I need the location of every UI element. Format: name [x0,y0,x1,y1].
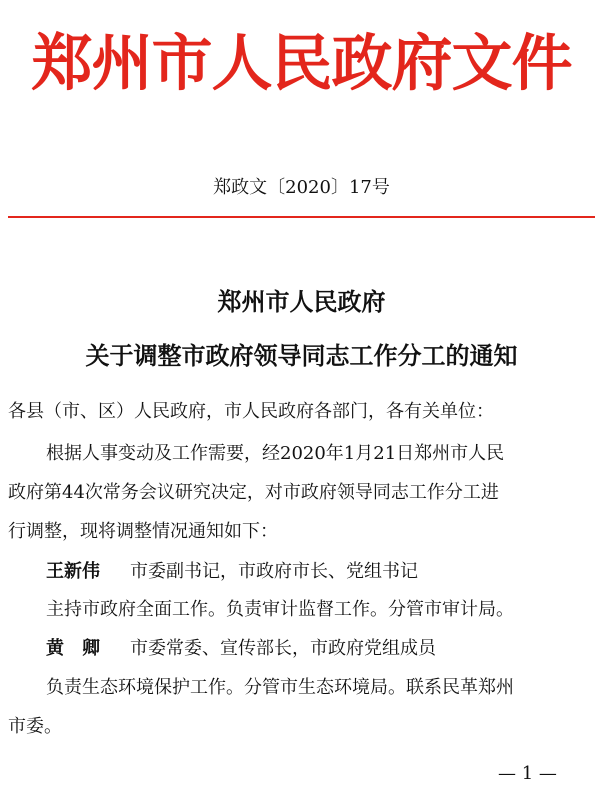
intro-line: 根据人事变动及工作需要，经2020年1月21日郑州市人民 [46,443,505,464]
leader-duties: 市委。 [8,716,62,737]
header-divider-line [8,216,595,218]
leader-title: 市委副书记，市政府市长、党组书记 [130,561,418,582]
document-title-line1: 郑州市人民政府 [217,287,386,316]
leader-name: 王新伟 [46,561,100,582]
leader-name: 黄 卿 [46,638,100,659]
page-number: — 1 — [498,763,557,784]
document-title-line2: 关于调整市政府领导同志工作分工的通知 [85,341,518,370]
salutation: 各县（市、区）人民政府，市人民政府各部门，各有关单位： [8,401,494,422]
intro-line: 政府第44次常务会议研究决定，对市政府领导同志工作分工进 [8,482,499,503]
document-header: 郑州市人民政府文件 [31,28,572,99]
intro-line: 行调整，现将调整情况通知如下： [8,521,278,542]
document-number: 郑政文〔2020〕17号 [213,177,390,198]
leader-duties: 主持市政府全面工作。负责审计监督工作。分管市审计局。 [46,599,514,620]
leader-title: 市委常委、宣传部长，市政府党组成员 [130,638,436,659]
leader-duties: 负责生态环境保护工作。分管市生态环境局。联系民革郑州 [46,677,514,698]
